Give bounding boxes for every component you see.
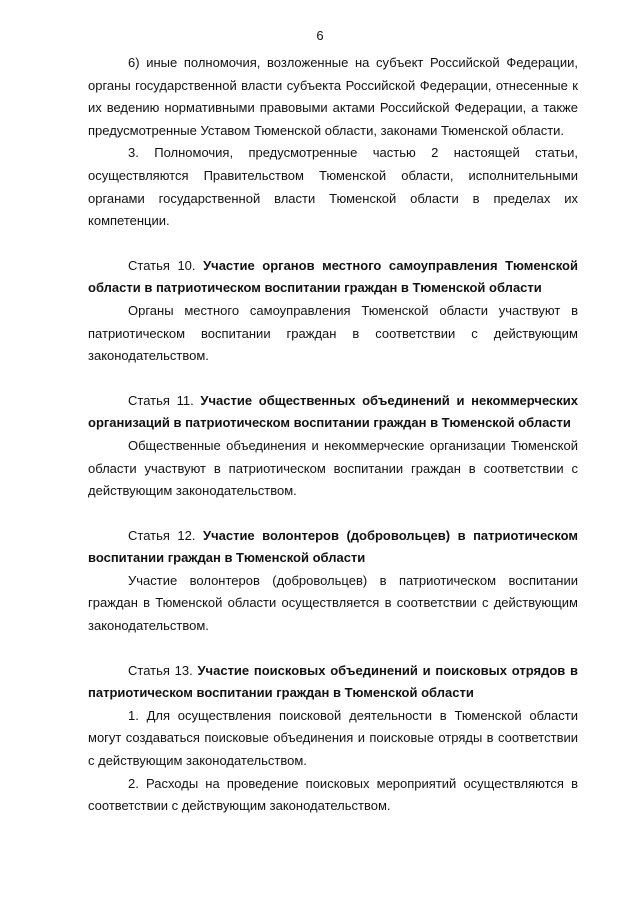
article-heading bbox=[88, 525, 578, 570]
article-10 bbox=[88, 255, 578, 368]
article-title: Участие волонтеров (добровольцев) в патриотическом воспитании граждан в Тюменской области bbox=[88, 527, 578, 566]
intro-paragraph-1: 6) иные полномочия, возложенные на субъект Российской Федерации, органы государственной власти субъекта Российской Федерации, отнесенные к их ведению нормативными правовыми актами Российской Федерации, а также предусмотренные Уставом Тюменской области, законами Тюменской области. bbox=[88, 55, 578, 138]
article-11 bbox=[88, 390, 578, 503]
article-title: Участие поисковых объединений и поисковых отрядов в патриотическом воспитании граждан в Тюменской области bbox=[88, 662, 578, 701]
article-number: Статья 11. bbox=[128, 392, 194, 408]
article-title: Участие органов местного самоуправления Тюменской области в патриотическом воспитании граждан в Тюменской области bbox=[88, 257, 578, 296]
article-12 bbox=[88, 525, 578, 638]
article-heading bbox=[88, 390, 578, 435]
page-number: 6 bbox=[316, 28, 324, 43]
article-paragraph: Участие волонтеров (добровольцев) в патриотическом воспитании граждан в Тюменской области осуществляется в соответствии с действующим законодательством. bbox=[88, 572, 578, 634]
document-body bbox=[88, 52, 578, 818]
intro-paragraph-2: 3. Полномочия, предусмотренные частью 2 настоящей статьи, осуществляются Правительством Тюменской области, исполнительными органами государственной власти Тюменской области в пределах их компетенции. bbox=[88, 145, 578, 229]
article-heading bbox=[88, 255, 578, 300]
article-13 bbox=[88, 660, 578, 818]
article-title: Участие общественных объединений и некоммерческих организаций в патриотическом воспитании граждан в Тюменской области bbox=[88, 392, 578, 431]
article-paragraph: Общественные объединения и некоммерческие организации Тюменской области участвуют в патриотическом воспитании граждан в соответствии с действующим законодательством. bbox=[88, 437, 578, 499]
article-number: Статья 10. bbox=[128, 257, 196, 273]
article-number: Статья 13. bbox=[128, 662, 193, 678]
article-paragraph: 1. Для осуществления поисковой деятельности в Тюменской области могут создаваться поисковые объединения и поисковые отряды в соответствии с действующим законодательством. bbox=[88, 707, 578, 769]
article-heading bbox=[88, 660, 578, 705]
article-number: Статья 12. bbox=[128, 527, 196, 543]
article-paragraph: Органы местного самоуправления Тюменской области участвуют в патриотическом воспитании граждан в соответствии с действующим законодательством. bbox=[88, 302, 578, 364]
article-paragraph: 2. Расходы на проведение поисковых мероприятий осуществляются в соответствии с действующим законодательством. bbox=[88, 775, 578, 814]
